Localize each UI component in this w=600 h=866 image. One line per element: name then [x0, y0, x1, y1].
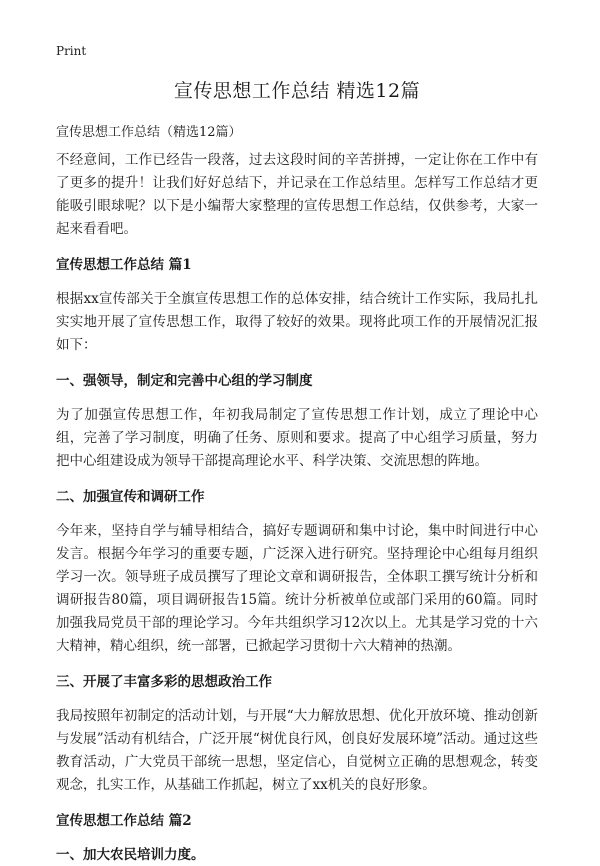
- intro-paragraph: 不经意间，工作已经告一段落，过去这段时间的辛苦拼搏，一定让你在工作中有了更多的提升！让我们好好总结下，并记录在工作总结里。怎样写工作总结才更能吸引眼球呢？以下是小编帮大家整理的宣传思想工作总结，仅供参考，大家一起来看看吧。: [56, 152, 538, 237]
- section-3-body: 我局按照年初制定的活动计划，与开展“大力解放思想、优化开放环境、推动创新与发展”活动有机结合，广泛开展“树优良行风，创良好发展环境”活动。通过这些教育活动，广大党员干部统一思想，坚定信心，自觉树立正确的思想观念，转变观念，扎实工作，从基础工作抓起，树立了xx机关的良好形象。: [56, 708, 538, 793]
- section-3-heading: 三、开展了丰富多彩的思想政治工作: [56, 674, 272, 690]
- section-2-body: 今年来，坚持自学与辅导相结合，搞好专题调研和集中讨论，集中时间进行中心发言。根据今年学习的重要专题，广泛深入进行研究。坚持理论中心组每月组织学习一次。领导班子成员撰写了理论文章和调研报告，全体职工撰写统计分析和调研报告80篇，项目调研报告15篇。统计分析被单位或部门采用的60篇。同时加强我局党员干部的理论学习。今年共组织学习12次以上。尤其是学习党的十六大精神，精心组织，统一部署，已掀起学习贯彻十六大精神的热潮。: [56, 523, 538, 654]
- document-subtitle: 宣传思想工作总结（精选12篇）: [56, 125, 242, 140]
- print-label: Print: [56, 44, 87, 58]
- section-1-body: 为了加强宣传思想工作，年初我局制定了宣传思想工作计划，成立了理论中心组，完善了学习制度，明确了任务、原则和要求。提高了中心组学习质量，努力把中心组建设成为领导干部提高理论水平、科学决策、交流思想的阵地。: [56, 407, 538, 469]
- document-title: 宣传思想工作总结 精选12篇: [173, 80, 421, 102]
- article-2-section-1-heading: 一、加大农民培训力度。: [56, 847, 205, 863]
- article-2-heading: 宣传思想工作总结 篇2: [56, 813, 192, 829]
- section-1-heading: 一、强领导，制定和完善中心组的学习制度: [56, 373, 313, 389]
- article-1-intro: 根据xx宣传部关于全旗宣传思想工作的总体安排，结合统计工作实际，我局扎扎实实地开展了宣传思想工作，取得了较好的效果。现将此项工作的开展情况汇报如下：: [56, 291, 538, 353]
- section-2-heading: 二、加强宣传和调研工作: [56, 489, 205, 505]
- article-1-heading: 宣传思想工作总结 篇1: [56, 257, 192, 273]
